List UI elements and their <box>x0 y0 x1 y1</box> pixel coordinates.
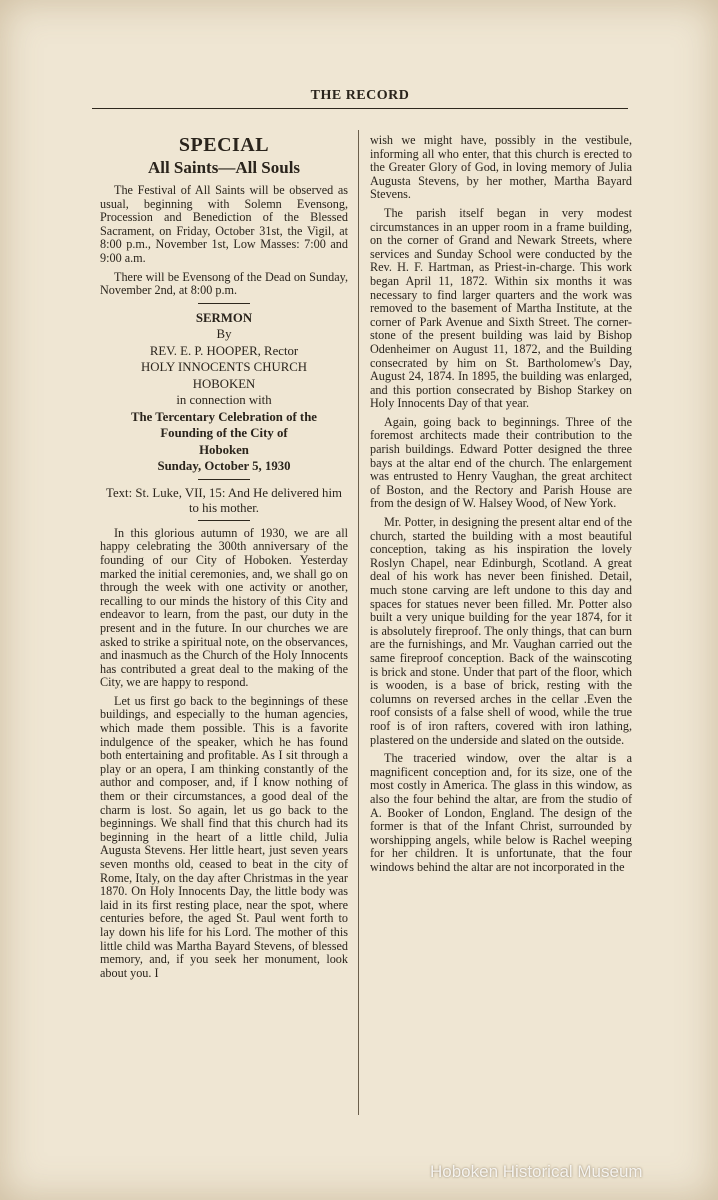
celebration-line-3: Hoboken <box>199 442 249 457</box>
sermon-city: HOBOKEN <box>192 376 256 391</box>
column-divider <box>358 130 359 1115</box>
body-paragraph: In this glorious autumn of 1930, we are all happy celebrating the 300th anniversary of the founding of our City of Hoboken. Yesterday marked the initial ceremonies, and, we shall go on through the week with one activity or another, recalling to our minds the history of this City and endeavor to learn, from the past, our duty in the present and in the future. In our churches we are asked to strike a spiritual note, on the observances, and inasmuch as the Church of the Holy Innocents has contributed a great deal to the making of the City, we are happy to respond. <box>100 525 348 690</box>
sermon-connection: in connection with <box>176 393 272 408</box>
body-paragraph: Mr. Potter, in designing the present altar end of the church, started the building with a most beautiful conception, taking as his inspiration the lovely Roslyn Chapel, near Edinburgh, Scotland. A great deal of his work has never been finished. Detail, much stone carving are left undone to this day and spaces for statues never been filled. Mr. Potter also built a very unique building for the year 1874, for it is absolutely fireproof. The only things, that can burn are the furnishings, and Mr. Vaughan carried out the same fireproof conception. Back of the wainscoting is brick and stone. Under that part of the floor, which is wooden, is a base of brick, resting with the columns on reversed arches in the cellar .Even the roof consists of a false shell of wood, while the true roof is of iron rafters, covered with iron lathing, plastered on the underside and slated on the outside. <box>370 515 632 747</box>
all-saints-heading: All Saints—All Souls <box>147 158 301 177</box>
celebration-line-2: Founding of the City of <box>160 426 288 441</box>
sermon-date: Sunday, October 5, 1930 <box>157 459 291 474</box>
sermon-block <box>100 310 348 475</box>
special-heading: SPECIAL <box>178 134 270 156</box>
body-paragraph: Again, going back to beginnings. Three of the foremost architects made their contribution to the parish buildings. Edward Potter designed the three bays at the altar end of the church. The enlargement was entrusted to Henry Vaughan, the great architect of Boston, and the Rectory and Parish House are from the design of W. Halsey Wood, of New York. <box>370 414 632 511</box>
sermon-church: HOLY INNOCENTS CHURCH <box>140 360 308 375</box>
section-rule <box>198 520 250 521</box>
body-paragraph: The parish itself began in very modest circumstances in an upper room in a frame building, on the corner of Grand and Newark Streets, where services and Sunday School were conducted by the Rev. H. F. Hartman, as Priest-in-charge. This work began April 11, 1872. Within six months it was necessary to find larger quarters and the work was removed to the basement of Martha Institute, at the corner of Park Avenue and Sixth Street. The corner-stone of the present building was laid by Bishop Odenheimer on August 11, 1872, and the Building consecrated by him on St. Bartholomew's Day, August 24, 1874. In 1895, the building was enlarged, and this portion consecrated by Bishop Starkey on Holy Innocents Day of that year. <box>370 205 632 411</box>
section-rule <box>198 479 250 480</box>
scripture-text: Text: St. Luke, VII, 15: And He delivered him to his mother. <box>106 485 342 515</box>
sermon-by: By <box>216 327 232 342</box>
museum-watermark: Hoboken Historical Museum <box>430 1162 643 1181</box>
body-paragraph: Let us first go back to the beginnings of these buildings, and especially to the human agencies, which made them possible. This is a favorite indulgence of the speaker, which he has found both entertaining and profitable. As I sit through a play or an opera, I am thinking constantly of the author and composer, and, if I know nothing of them or their circumstances, a good deal of the charm is lost. So again, let us go back to the beginnings. We shall find that this church had its beginning in the heart of a little child, Julia Augusta Stevens. Her little heart, just seven years seven months old, ceased to beat in the city of Rome, Italy, on the day after Christmas in the year 1870. On Holy Innocents Day, the little body was laid in its first resting place, near the spot, where centuries before, the aged St. Paul went forth to lay down his life for his Lord. The mother of this little child was Martha Bayard Stevens, of blessed memory, and, if you seek her monument, look about you. I <box>100 693 348 980</box>
evensong-paragraph: There will be Evensong of the Dead on Sunday, November 2nd, at 8:00 p.m. <box>100 269 348 298</box>
festival-paragraph: The Festival of All Saints will be observed as usual, beginning with Solemn Evensong, Procession and Benediction of the Blessed Sacrament, on Friday, October 31st, the Vigil, at 8:00 p.m., November 1st, Low Masses: 7:00 and 9:00 a.m. <box>100 183 348 265</box>
right-column <box>370 134 632 879</box>
sermon-rector: REV. E. P. HOOPER, Rector <box>149 343 299 358</box>
celebration-line-1: The Tercentary Celebration of the <box>130 409 317 424</box>
masthead-rule <box>92 108 628 109</box>
body-paragraph: wish we might have, possibly in the vestibule, informing all who enter, that this church is erected to the Greater Glory of God, in loving memory of Julia Augusta Stevens, by her mother, Martha Bayard Stevens. <box>370 133 632 202</box>
section-rule <box>198 303 250 304</box>
body-paragraph: The traceried window, over the altar is a magnificent conception and, for its size, one of the most costly in America. The glass in this window, as also the four behind the altar, are from the studio of A. Booker of London, England. The design of the former is that of the Infant Christ, surrounded by worshipping angels, while below is Rachel weeping for her children. It is unfortunate, that the four windows behind the altar are not incorporated in the <box>370 751 632 874</box>
sermon-heading: SERMON <box>195 310 253 325</box>
masthead-title: THE RECORD <box>310 88 410 103</box>
left-column <box>100 132 348 985</box>
